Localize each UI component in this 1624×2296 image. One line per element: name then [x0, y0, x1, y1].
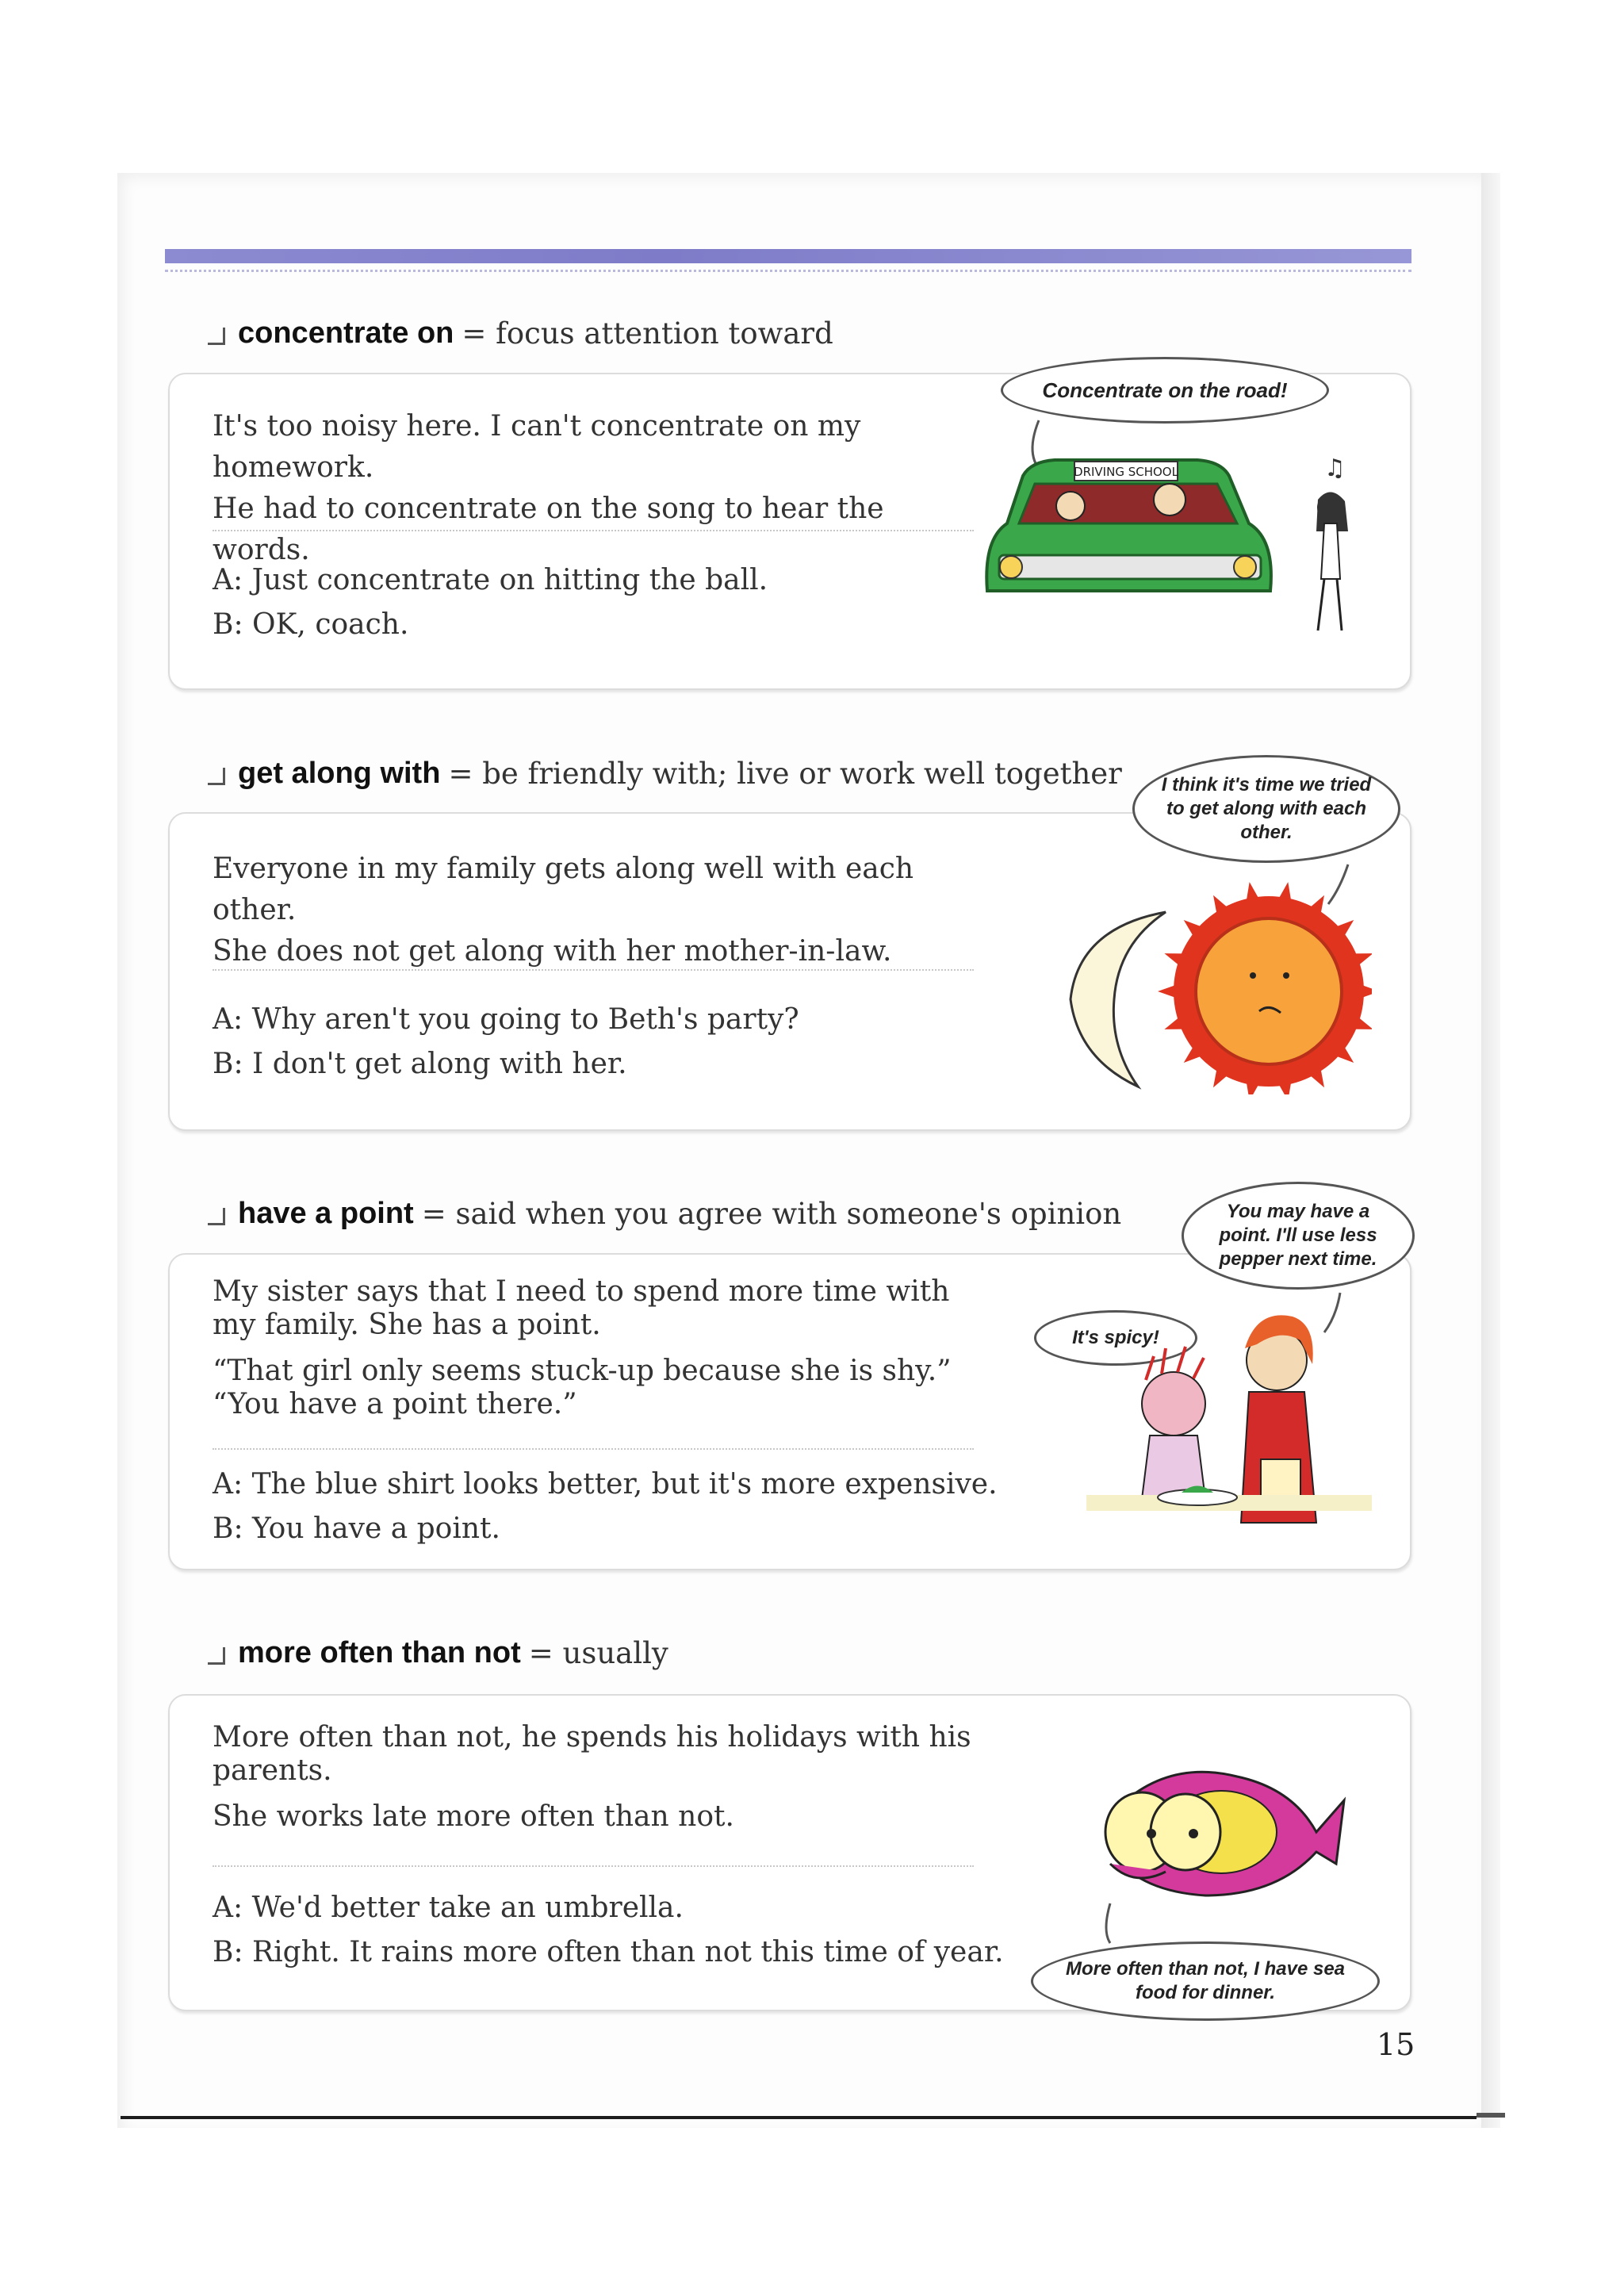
car-headlight-right: [1234, 556, 1256, 578]
pedestrian-legs: [1318, 579, 1342, 631]
fish-illustration: [1078, 1745, 1348, 1959]
example-sentence: She works late more often than not.: [213, 1800, 734, 1833]
sun-eye: [1250, 972, 1256, 979]
checkbox-icon[interactable]: [208, 328, 225, 345]
example-dialog: [213, 998, 1005, 1087]
entry-definition: = usually: [528, 1635, 668, 1670]
entry-term: get along with: [238, 756, 441, 790]
bubble-tail: [1106, 1903, 1110, 1943]
checkbox-icon[interactable]: [208, 1208, 225, 1225]
example-dialog: [213, 1462, 1005, 1551]
dialog-line: B: You have a point.: [213, 1512, 500, 1545]
bottom-rule-edge: [1477, 2113, 1505, 2118]
example-sentence: He had to concentrate on the song to hear the words.: [213, 493, 884, 566]
dialog-line: B: I don't get along with her.: [213, 1048, 627, 1080]
entry-definition: = focus attention toward: [462, 316, 833, 351]
entry-heading-get-along-with: [208, 749, 1122, 797]
sun-ray: [1158, 981, 1186, 1001]
checkbox-icon[interactable]: [208, 1647, 225, 1665]
sun-eye: [1283, 972, 1289, 979]
fish-pupil: [1147, 1829, 1156, 1838]
speech-bubble: Concentrate on the road!: [1001, 357, 1329, 424]
speech-bubble: You may have a point. I'll use less pepper next time.: [1182, 1182, 1415, 1290]
driving-school-sign-text: DRIVING SCHOOL: [1074, 465, 1178, 479]
car-windshield: [1019, 484, 1237, 523]
checkbox-icon[interactable]: [208, 768, 225, 785]
bubble-tail: [1324, 1293, 1340, 1332]
divider: [213, 969, 974, 971]
example-sentence: “That girl only seems stuck-up because she is shy.” “You have a point there.”: [213, 1355, 952, 1420]
entry-heading-more-often-than-not: [208, 1629, 668, 1677]
example-sentence: Everyone in my family gets along well with each other.: [213, 853, 914, 926]
fish-pupil: [1189, 1829, 1198, 1838]
speech-bubble-small: It's spicy!: [1034, 1310, 1197, 1366]
page-number: 15: [1377, 2027, 1415, 2062]
sun-face: [1196, 918, 1342, 1064]
entry-definition: = said when you agree with someone's opinion: [421, 1196, 1122, 1231]
example-sentences: [213, 849, 990, 972]
dialog-line: B: OK, coach.: [213, 608, 409, 641]
dialog-line: A: Why aren't you going to Beth's party?: [213, 1003, 799, 1036]
example-sentences: [213, 1721, 990, 1834]
moon-and-sun-illustration: [1007, 857, 1372, 1094]
driving-school-illustration: [975, 412, 1404, 650]
eater-head: [1142, 1372, 1205, 1435]
example-sentence: She does not get along with her mother-in-law.: [213, 935, 892, 968]
divider: [213, 1448, 974, 1450]
dialog-line: B: Right. It rains more often than not this time of year.: [213, 1936, 1004, 1968]
spicy-food-illustration: [1086, 1285, 1372, 1547]
divider: [213, 530, 974, 531]
dialog-line: A: Just concentrate on hitting the ball.: [213, 564, 768, 596]
dialog-line: A: The blue shirt looks better, but it's more expensive.: [213, 1468, 998, 1501]
music-note-icon: ♫: [1324, 454, 1346, 482]
example-sentence: My sister says that I need to spend more time with my family. She has a point.: [213, 1275, 950, 1341]
example-dialog: [213, 1886, 1005, 1975]
example-sentence: More often than not, he spends his holidays with his parents.: [213, 1721, 971, 1787]
fish-eye-right: [1151, 1794, 1220, 1870]
header-dotted-rule: [165, 270, 1411, 272]
car-bumper: [999, 555, 1261, 579]
example-sentence: It's too noisy here. I can't concentrate on my homework.: [213, 410, 861, 484]
entry-term: have a point: [238, 1196, 414, 1230]
entry-heading-have-a-point: [208, 1190, 1121, 1237]
divider: [213, 1865, 974, 1867]
speech-bubble: I think it's time we tried to get along with each other.: [1132, 755, 1400, 863]
example-sentences: [213, 1275, 990, 1421]
entry-term: concentrate on: [238, 316, 454, 350]
example-dialog: [213, 558, 1005, 647]
driver-head: [1154, 484, 1185, 516]
speech-bubble: More often than not, I have sea food for dinner.: [1031, 1941, 1380, 2021]
dialog-line: A: We'd better take an umbrella.: [213, 1892, 684, 1924]
entry-term: more often than not: [238, 1635, 521, 1669]
header-accent-bar: [165, 249, 1411, 263]
pedestrian-body: [1321, 523, 1340, 579]
car-headlight-left: [1000, 556, 1022, 578]
instructor-head: [1056, 492, 1085, 520]
page-edge: [1481, 173, 1500, 2128]
entry-definition: = be friendly with; live or work well together: [448, 756, 1122, 791]
moon-shape: [1071, 912, 1166, 1087]
example-sentences: [213, 406, 990, 571]
bottom-rule: [121, 2116, 1477, 2119]
bubble-tail: [1328, 864, 1348, 904]
entry-heading-concentrate-on: [208, 309, 833, 357]
